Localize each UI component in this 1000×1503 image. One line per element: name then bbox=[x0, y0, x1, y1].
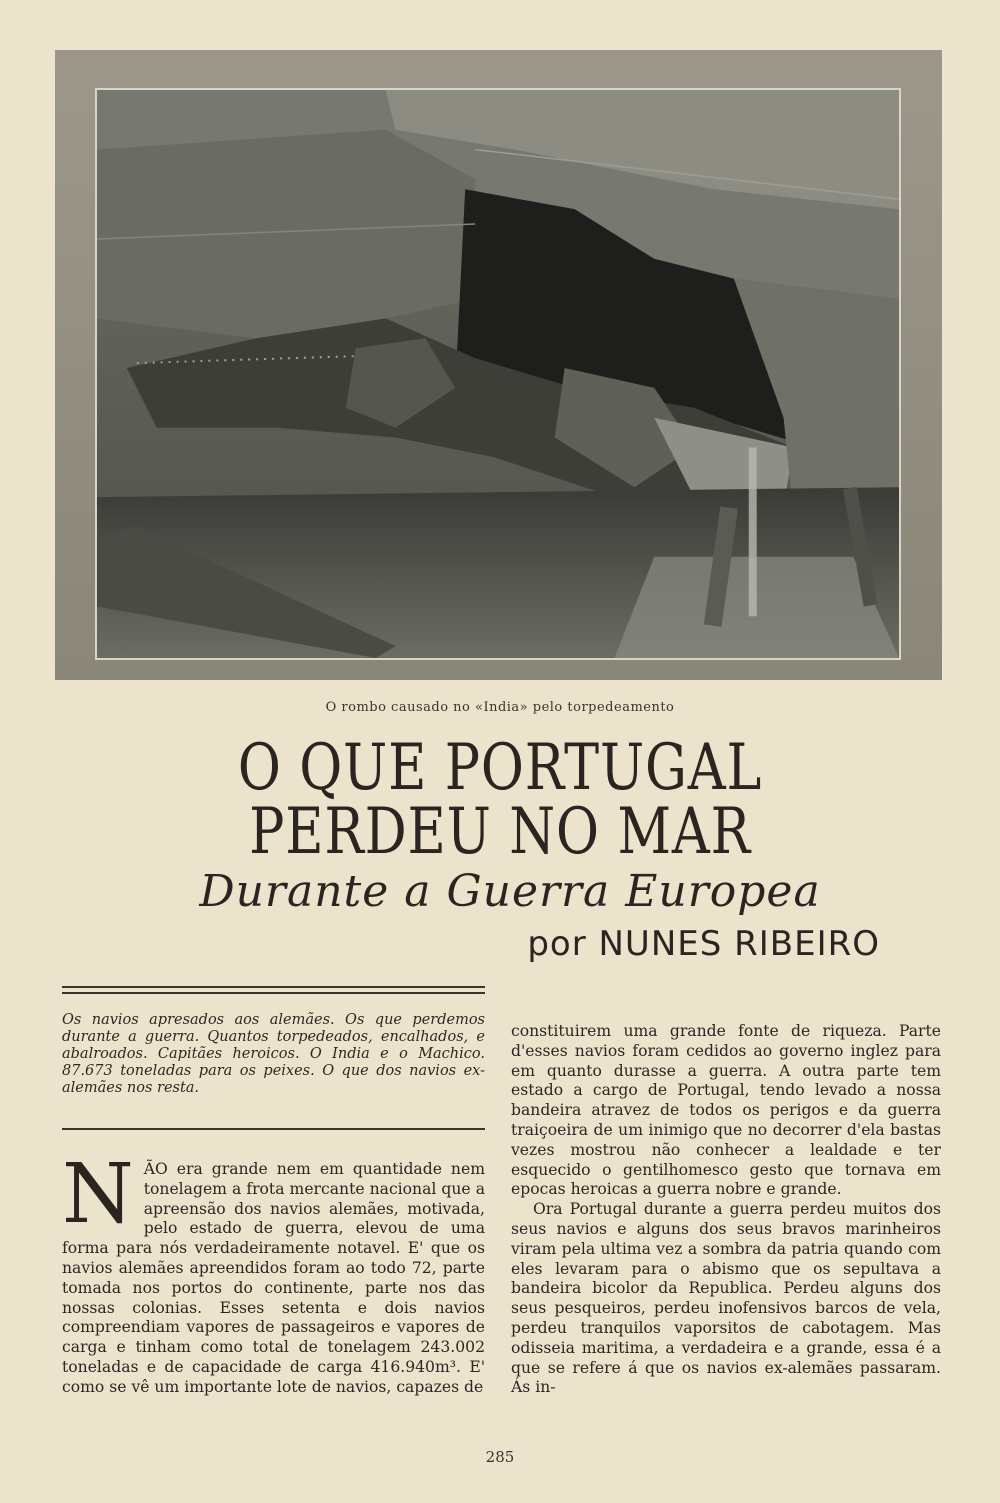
summary-bottom-rule bbox=[62, 1128, 485, 1130]
drop-cap: N bbox=[62, 1147, 134, 1242]
page-number: 285 bbox=[485, 1448, 515, 1466]
photo-frame bbox=[55, 50, 942, 680]
right-paragraph-2: Ora Portugal durante a guerra perdeu muitos dos seus navios e alguns dos seus bravos marinheiros viram pela ultima vez a sombra da patria quando com eles levaram para o abismo que os sepultava a bandeira bicolor da Republica. Perdeu alguns dos seus pesqueiros, perdeu inofensivos barcos de vela, perdeu tranquilos vaporsitos de cabotagem. Mas odisseia maritima, a verdadeira e a grande, essa é a que se refere á que os navios ex-alemães passaram. Ás in- bbox=[511, 1200, 941, 1397]
left-column bbox=[62, 1147, 485, 1398]
right-paragraph-1: constituirem uma grande fonte de riqueza. Parte d'esses navios foram cedidos ao governo inglez para em quanto durasse a guerra. A outra parte tem estado a cargo de Portugal, tendo levado a nossa bandeira atravez de todos os perigos e da guerra traiçoeira de um inimigo que no decorrer d'ela bastas vezes mostrou não conhecer a lealdade e ter esquecido o gentilhomesco gesto que tornava em epocas heroicas a guerra nobre e grande. bbox=[511, 1022, 941, 1199]
article-author: por NUNES RIBEIRO bbox=[527, 924, 880, 964]
left-paragraph: ÃO era grande nem em quantidade nem tonelagem a frota mercante nacional que a apreensão dos navios alemães, motivada, pelo estado de guerra, elevou de uma forma para nós verdadeiramente notavel. E' que os navios alemães apreendidos foram ao todo 72, parte tomada nos portos do continente, parte nos das nossas colonias. Esses setenta e dois navios compreendiam vapores de passageiros e vapores de carga e tinham como total de tonelagem 243.002 toneladas e de capacidade de carga 416.940m³. E' como se vê um importante lote de navios, capazes de bbox=[62, 1160, 485, 1396]
summary-top-rule bbox=[62, 986, 485, 988]
article-subtitle: Durante a Guerra Europea bbox=[199, 866, 821, 917]
ship-hull-photo bbox=[95, 88, 901, 660]
article-title-line-2: PERDEU NO MAR bbox=[249, 795, 751, 869]
article-title-line-1: O QUE PORTUGAL bbox=[237, 731, 763, 805]
article-summary: Os navios apresados aos alemães. Os que perdemos durante a guerra. Quantos torpedeados, encalhados, e abalroados. Capitães heroicos. O India e o Machico. 87.673 toneladas para os peixes. O que dos navios ex-alemães nos resta. bbox=[62, 1012, 485, 1096]
photo-caption: O rombo causado no «India» pelo torpedeamento bbox=[325, 700, 675, 715]
right-column bbox=[511, 1022, 941, 1398]
ship-hull-image bbox=[97, 90, 899, 658]
summary-top-rule-2 bbox=[62, 992, 485, 994]
